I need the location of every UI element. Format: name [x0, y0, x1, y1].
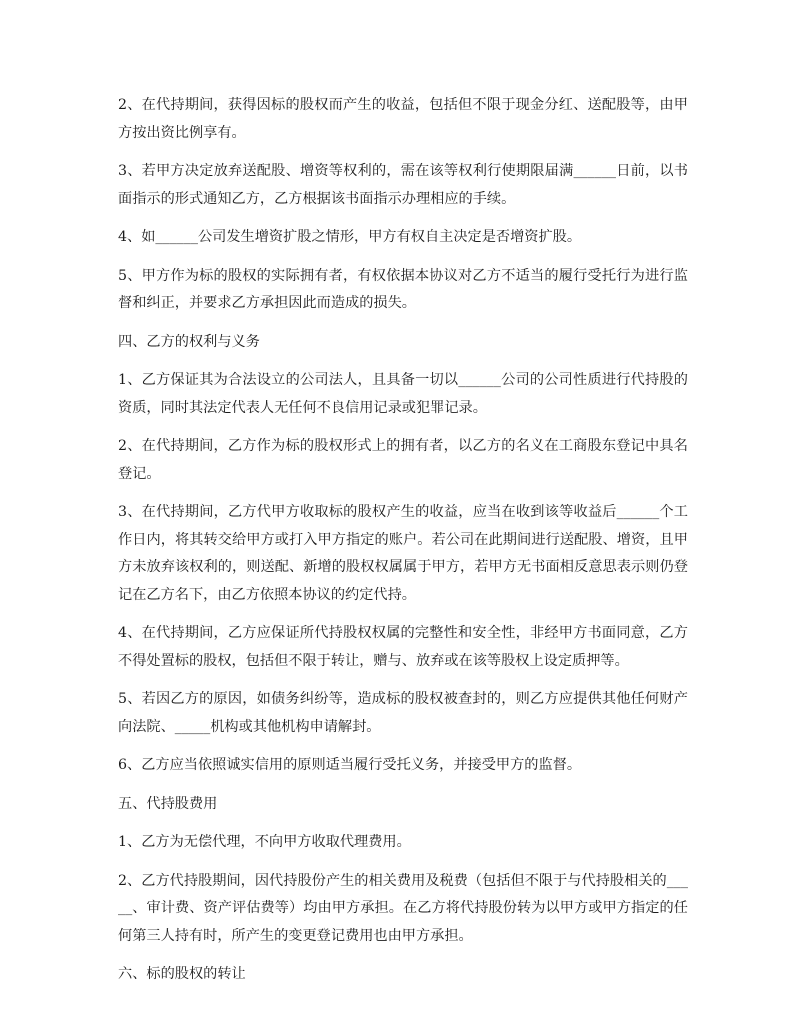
clause-4-2: 2、在代持期间，乙方作为标的股权形式上的拥有者，以乙方的名义在工商股东登记中具名登记。	[118, 438, 688, 482]
clause-4-5: 5、若因乙方的原因，如债务纠纷等，造成标的股权被查封的，则乙方应提供其他任何财产向法院、_____机构或其他机构申请解封。	[118, 691, 688, 735]
clause-4-1: 1、乙方保证其为合法设立的公司法人，且具备一切以______公司的公司性质进行代持股的资质，同时其法定代表人无任何不良信用记录或犯罪记录。	[118, 372, 688, 416]
section-heading-6: 六、标的股权的转让	[118, 966, 246, 982]
clause-4-4: 4、在代持期间，乙方应保证所代持股权权属的完整性和安全性，非经甲方书面同意，乙方不得处置标的股权，包括但不限于转让，赠与、放弃或在该等股权上设定质押等。	[118, 625, 688, 669]
clause-4-3: 3、在代持期间，乙方代甲方收取标的股权产生的收益，应当在收到该等收益后______个工作日内，将其转交给甲方或打入甲方指定的账户。若公司在此期间进行送配股、增资，且甲方未放弃该权利的，则送配、新增的股权权属属于甲方，若甲方无书面相反意思表示则仍登记在乙方名下，由乙方依照本协议的约定代持。	[118, 504, 688, 603]
section-heading-5: 五、代持股费用	[118, 795, 218, 812]
clause-3-4: 4、如______公司发生增资扩股之情形，甲方有权自主决定是否增资扩股。	[118, 229, 582, 245]
section-heading-4: 四、乙方的权利与义务	[118, 333, 260, 350]
clause-5-1: 1、乙方为无偿代理，不向甲方收取代理费用。	[118, 834, 411, 850]
document-page	[118, 92, 688, 1000]
clause-5-2: 2、乙方代持股期间，因代持股份产生的相关费用及税费（包括但不限于与代持股相关的_____、审计费、资产评估费等）均由甲方承担。在乙方将代持股份转为以甲方或甲方指定的任何第三人持有时，所产生的变更登记费用也由甲方承担。	[118, 872, 688, 944]
clause-3-5: 5、甲方作为标的股权的实际拥有者，有权依据本协议对乙方不适当的履行受托行为进行监督和纠正，并要求乙方承担因此而造成的损失。	[118, 267, 688, 311]
clause-4-6: 6、乙方应当依照诚实信用的原则适当履行受托义务，并接受甲方的监督。	[118, 757, 582, 773]
clause-3-3: 3、若甲方决定放弃送配股、增资等权利的，需在该等权利行使期限届满______日前，以书面指示的形式通知乙方，乙方根据该书面指示办理相应的手续。	[118, 163, 688, 207]
clause-3-2: 2、在代持期间，获得因标的股权而产生的收益，包括但不限于现金分红、送配股等，由甲方按出资比例享有。	[118, 97, 688, 141]
